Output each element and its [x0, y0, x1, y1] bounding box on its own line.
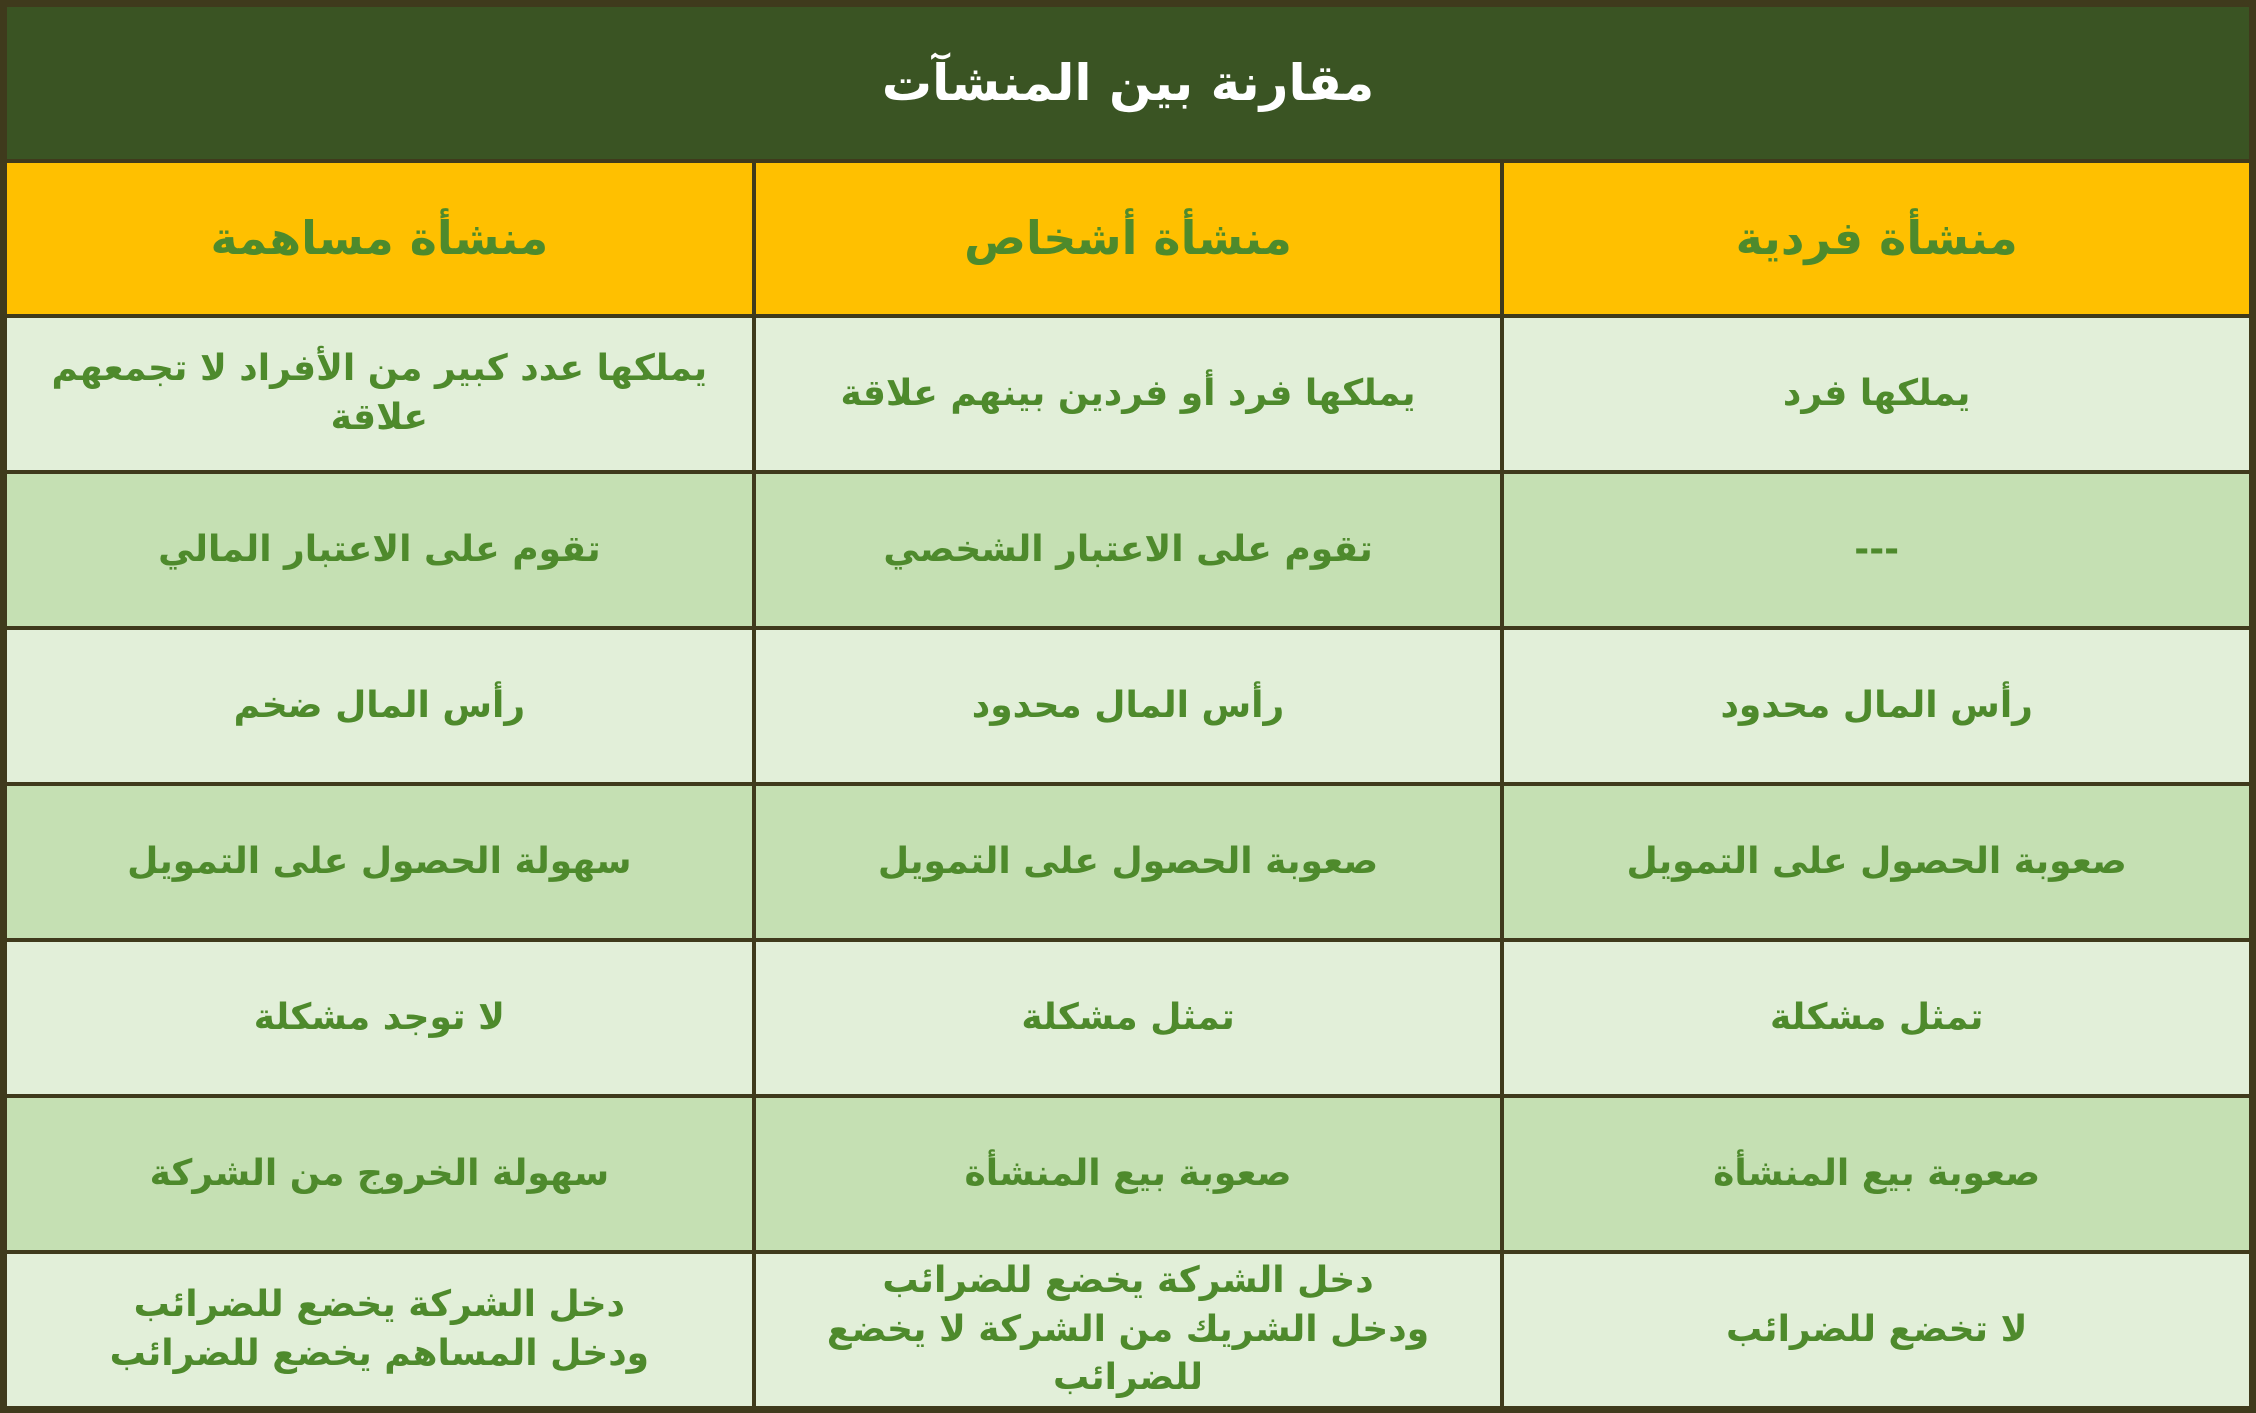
table-cell-sole-proprietorship [1504, 942, 2249, 1094]
cell-text-line: رأس المال محدود [1720, 684, 2033, 726]
cell-text-line: صعوبة بيع المنشأة [1713, 1152, 2041, 1194]
cell-text-line: صعوبة بيع المنشأة [964, 1152, 1292, 1194]
cell-text-line: دخل الشركة يخضع للضرائب [882, 1260, 1374, 1302]
table-cell-sole-proprietorship [1504, 318, 2249, 470]
cell-text-line: رأس المال ضخم [233, 684, 526, 726]
cell-text-line: يملكها فرد أو فردين بينهم علاقة [840, 372, 1416, 414]
table-cell-joint-stock [7, 942, 752, 1094]
cell-text-line: تمثل مشكلة [1021, 996, 1235, 1038]
table-cell-sole-proprietorship [1504, 474, 2249, 626]
table-cell-sole-proprietorship [1504, 1254, 2249, 1406]
table-row [7, 318, 2249, 470]
cell-text-line: رأس المال محدود [971, 684, 1285, 726]
table-cell-partnership [756, 630, 1501, 782]
cell-text-line: تقوم على الاعتبار الشخصي [883, 528, 1373, 570]
table-cell-partnership [756, 474, 1501, 626]
table-cell-joint-stock [7, 318, 752, 470]
table-row [7, 630, 2249, 782]
cell-text-line: دخل الشركة يخضع للضرائب [133, 1284, 626, 1326]
column-header-sole-proprietorship: منشأة فردية [1504, 163, 2249, 314]
comparison-table [3, 3, 2253, 1410]
column-header-partnership: منشأة أشخاص [756, 163, 1501, 314]
cell-text-line: سهولة الحصول على التمويل [127, 840, 632, 882]
table-cell-partnership [756, 942, 1501, 1094]
table-cell-joint-stock [7, 1098, 752, 1250]
table-cell-partnership [756, 786, 1501, 938]
table-cell-partnership [756, 1254, 1501, 1406]
cell-text-line: تمثل مشكلة [1769, 996, 1984, 1038]
table-cell-joint-stock [7, 630, 752, 782]
title-row [7, 7, 2249, 159]
cell-text-line: --- [1854, 528, 1900, 570]
table-row [7, 474, 2249, 626]
header-row [7, 163, 2249, 314]
column-header-joint-stock: منشأة مساهمة [7, 163, 752, 314]
cell-text-line: سهولة الخروج من الشركة [149, 1152, 610, 1194]
cell-text-line: ودخل الشريك من الشركة لا يخضع للضرائب [826, 1308, 1430, 1399]
cell-text-line: لا توجد مشكلة [253, 996, 505, 1038]
table-row [7, 1254, 2249, 1406]
table-row [7, 942, 2249, 1094]
table-row [7, 1098, 2249, 1250]
table-row [7, 786, 2249, 938]
table-title: مقارنة بين المنشآت [7, 7, 2249, 159]
table-cell-sole-proprietorship [1504, 1098, 2249, 1250]
table-cell-sole-proprietorship [1504, 630, 2249, 782]
table-cell-joint-stock [7, 474, 752, 626]
table-cell-joint-stock [7, 1254, 752, 1406]
cell-text-line: تقوم على الاعتبار المالي [158, 528, 601, 570]
table-cell-joint-stock [7, 786, 752, 938]
table-cell-sole-proprietorship [1504, 786, 2249, 938]
cell-text-line: صعوبة الحصول على التمويل [877, 840, 1379, 882]
cell-text-line: يملكها عدد كبير من الأفراد لا تجمعهم علاقة [51, 348, 708, 438]
cell-text-line: ودخل المساهم يخضع للضرائب [109, 1332, 650, 1374]
cell-text-line: يملكها فرد [1782, 372, 1971, 414]
table-cell-partnership [756, 318, 1501, 470]
cell-text-line: صعوبة الحصول على التمويل [1626, 840, 2127, 882]
table-cell-partnership [756, 1098, 1501, 1250]
cell-text-line: لا تخضع للضرائب [1725, 1308, 2028, 1350]
